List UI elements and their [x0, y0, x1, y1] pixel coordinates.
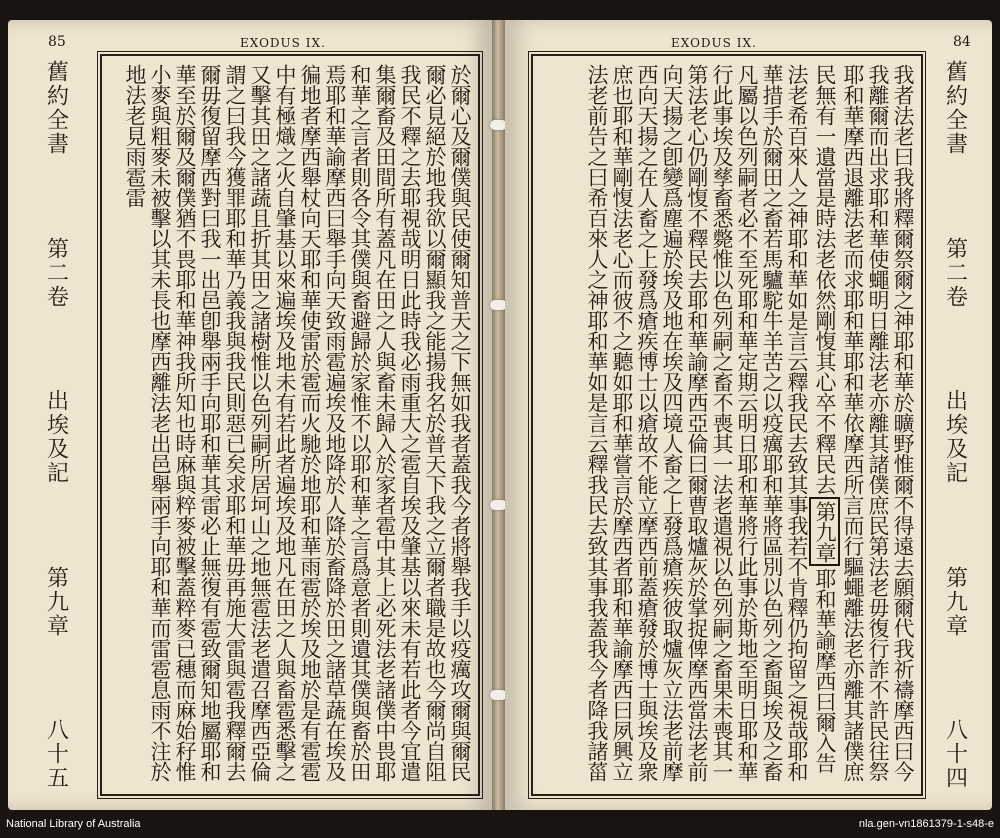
running-header: EXODUS IX.	[671, 36, 757, 50]
text-frame	[100, 54, 480, 796]
page-number: 84	[953, 34, 971, 50]
book-name: 出埃及記	[942, 389, 968, 485]
volume-label: 第二卷	[942, 236, 968, 309]
footer-item-id: nla.gen-vn1861379-1-s48-e	[858, 818, 994, 830]
text-frame	[531, 54, 923, 796]
right-margin	[925, 60, 985, 790]
volume-label: 第二卷	[43, 236, 69, 309]
chapter-label: 第九章	[942, 565, 968, 638]
left-margin	[26, 60, 86, 790]
chapter-label: 第九章	[43, 565, 69, 638]
page-number-chinese: 八十四	[942, 718, 968, 790]
text-after-chapter: 耶和華諭摩西曰爾入告法老希百來人之神耶和華如是言云釋我民去致其事我若不肯釋仍拘留之視哉耶和華措手於爾田之畜若馬驢駝牛羊苦之以疫癘耶和華將區別以色列之畜與埃及之畜凡屬以色列嗣者必不至死耶和華定期云明日耶和華將行此事於斯地至明日耶和華行此事埃及孳畜悉斃惟以色列嗣之畜不喪其一法老遣視以色列嗣之畜果未喪其一第法老心仍剛愎不釋民去耶和華諭摩西亞倫曰爾曹取爐灰於掌捉俾摩西當法老前向天揚之卽變爲塵遍於埃及地在埃及四境人畜之上發爲瘡疾彼取爐灰立法老前摩西向天揚之在人畜之上發爲瘡疾博士以瘡故不能立摩西前蓋瘡發於博士與埃及衆庶也耶和華剛愎法老心而彼不之聽如耶和華嘗言於摩西者耶和華諭摩西曰夙興立法老前告之曰希百來人之神耶和華如是言云釋我民去致其事我蓋我今者降我諸菑	[585, 64, 837, 782]
page-number: 85	[48, 34, 66, 50]
book-title: 舊約全書	[942, 60, 968, 156]
left-page	[8, 20, 492, 810]
page-number-chinese: 八十五	[43, 718, 69, 790]
body-text: 於爾心及爾僕與民使爾知普天之下無如我者蓋我今者將舉我手以疫癘攻爾與爾民爾必見絕於地我欲以爾顯我之能揚我名於普天下我之立爾者職是故也今爾尚自阻我民不釋之去耶視哉明日此時我必雨重大之雹自埃及肇基以來未有若此者今宜遣集爾畜及田間所有蓋凡在田之人與畜未歸入於家者雹中其上必死法老諸僕中畏耶和華之言者則各令其僕與畜避歸於家惟不以耶和華之言爲意者則遺其僕與畜於田焉耶和華諭摩西曰舉手向天致雨雹遍埃及地降於人降於畜降於田之諸草蔬在埃及徧地者摩西舉杖向天耶和華使雷於雹而火馳於地耶和華雨雹於埃及地於是有雹雹中有極熾之火自肇基以來遍埃及地未有若此者遍埃及地凡在田之人與畜雹悉擊之又擊其田之諸蔬且折其田之諸樹惟以色列嗣所居坷山之地無雹法老遣召摩西亞倫謂之曰我今獲罪耶和華乃義我與我民則惡已矣求耶和華毋再施大雷與雹我釋爾去爾毋復留摩西對曰我一出邑卽舉兩手向耶和華其雷必止無復有雹致爾知地屬耶和華至於爾及爾僕猶不畏耶和華神我所知也時麻與粹麥被擊蓋粹麥已穗而麻始秄惟小麥與粗麥未被擊以其未長也摩西離法老出邑舉兩手向耶和華而雷雹息雨不注於地法老見雨雹雷	[123, 64, 472, 782]
book-title: 舊約全書	[43, 60, 69, 156]
footer-library-credit: National Library of Australia	[6, 818, 141, 830]
running-header: EXODUS IX.	[240, 36, 326, 50]
chapter-marker: 第九章	[809, 497, 840, 567]
body-text	[539, 64, 915, 786]
book-name: 出埃及記	[43, 389, 69, 485]
text-before-chapter: 我者法老曰我將釋爾祭爾之神耶和華於曠野惟爾不得遠去願爾代我祈禱摩西曰今我離爾而出求耶和華使蠅明日離法老亦離其諸僕庶民第法老毋復行詐不許民往祭耶和華摩西退離法老而求耶和華耶和華依摩西所言而行驅蠅離法老亦離其諸僕庶民無有一遺當是時法老依然剛愎其心卒不釋民去	[813, 64, 915, 782]
right-page	[505, 20, 992, 810]
